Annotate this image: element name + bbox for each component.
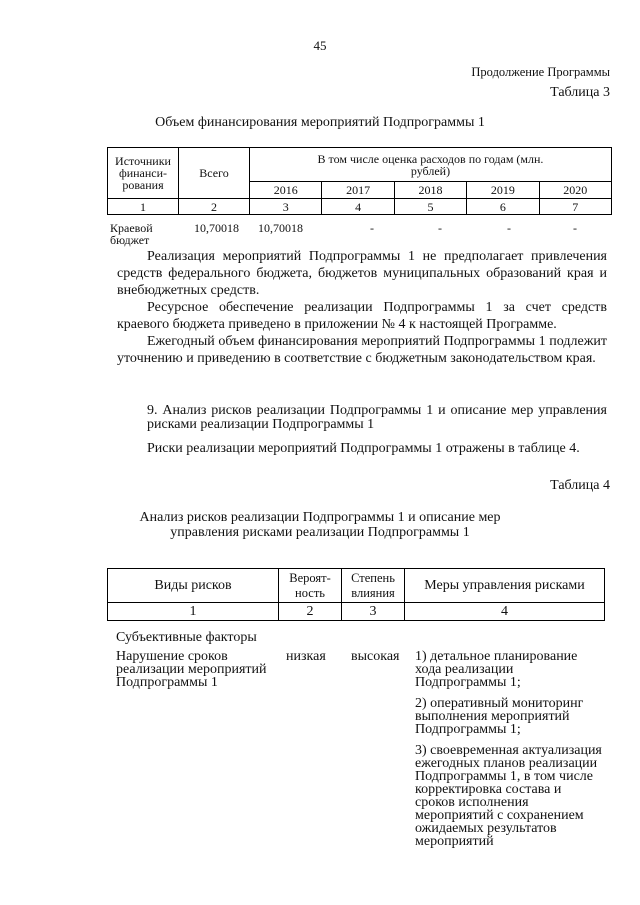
t4-header-probability: Вероят-ность [279,569,342,603]
t3-year: 2019 [467,182,539,199]
t4-measure: 1) детальное планирование хода реализации Подпрограммы 1; [415,649,578,690]
t3-header-source: Источники финанси-рования [108,148,179,199]
table3-label: Таблица 3 [550,85,610,100]
t3-row-total: 10,70018 [194,221,239,235]
t4-measure: 2) оперативный мониторинг выполнения мероприятий Подпрограммы 1; [415,696,584,737]
table3 [107,147,612,215]
t4-header-measures: Меры управления рисками [405,569,605,603]
t4-col-number: 4 [405,603,605,621]
paragraph: Ежегодный объем финансирования мероприятий Подпрограммы 1 подлежит уточнению и приведению в соответствие с бюджетным законодательством края. [117,334,607,366]
t4-header-risk-types: Виды рисков [108,569,279,603]
section9-text: Риски реализации мероприятий Подпрограммы 1 отражены в таблице 4. [147,441,580,456]
t3-col-number: 4 [322,199,394,215]
t3-col-number: 1 [108,199,179,215]
t4-risk-name: Нарушение сроков реализации мероприятий Подпрограммы 1 [116,649,267,690]
t3-col-number: 3 [250,199,322,215]
t4-col-number: 2 [279,603,342,621]
t3-row-source: Краевой бюджет [110,221,153,247]
t3-year: 2020 [539,182,612,199]
t3-col-number: 5 [394,199,466,215]
t3-col-number: 6 [467,199,539,215]
t3-row-value: - [573,221,577,235]
t4-risk-probability: низкая [286,649,326,664]
t3-col-number: 2 [179,199,250,215]
t3-year: 2016 [250,182,322,199]
t4-col-number: 3 [342,603,405,621]
paragraph: Ресурсное обеспечение реализации Подпрограммы 1 за счет средств краевого бюджета приведено в приложении № 4 к настоящей Программе. [117,300,607,332]
t4-risk-impact: высокая [351,649,400,664]
t3-header-total: Всего [179,148,250,199]
t3-row-value: - [438,221,442,235]
table4-label: Таблица 4 [550,478,610,493]
t3-row-value: 10,70018 [258,221,303,235]
t3-year: 2018 [394,182,466,199]
t3-year: 2017 [322,182,394,199]
t3-row-value: - [370,221,374,235]
section9 [117,404,607,457]
t4-measures [415,650,603,848]
table3-caption: Объем финансирования мероприятий Подпрограммы 1 [155,115,485,130]
t3-row-value: - [507,221,511,235]
t4-measure: 3) своевременная актуализация ежегодных планов реализации Подпрограммы 1, в том числе корректировка состава и сроков исполнения мероприятий с сохранением ожидаемых результатов мероприятий [415,743,602,849]
page-number: 45 [313,38,327,53]
body-paragraphs [117,248,607,367]
t3-col-number: 7 [539,199,612,215]
section9-heading: 9. Анализ рисков реализации Подпрограммы 1 и описание мер управления рисками реализации Подпрограммы 1 [147,403,607,432]
t3-header-years-group: В том числе оценка расходов по годам (млн. рублей) [250,148,612,182]
table4-caption: Анализ рисков реализации Подпрограммы 1 и описание мер управления рисками реализации Подпрограммы 1 [139,510,501,540]
t4-col-number: 1 [108,603,279,621]
t4-header-impact: Степень влияния [342,569,405,603]
continuation-label: Продолжение Программы [471,65,610,79]
paragraph: Реализация мероприятий Подпрограммы 1 не предполагает привлечения средств федерального бюджета, бюджетов муниципальных образований края и внебюджетных средств. [117,249,607,298]
t4-group-label: Субъективные факторы [116,630,257,645]
table4 [107,568,605,621]
